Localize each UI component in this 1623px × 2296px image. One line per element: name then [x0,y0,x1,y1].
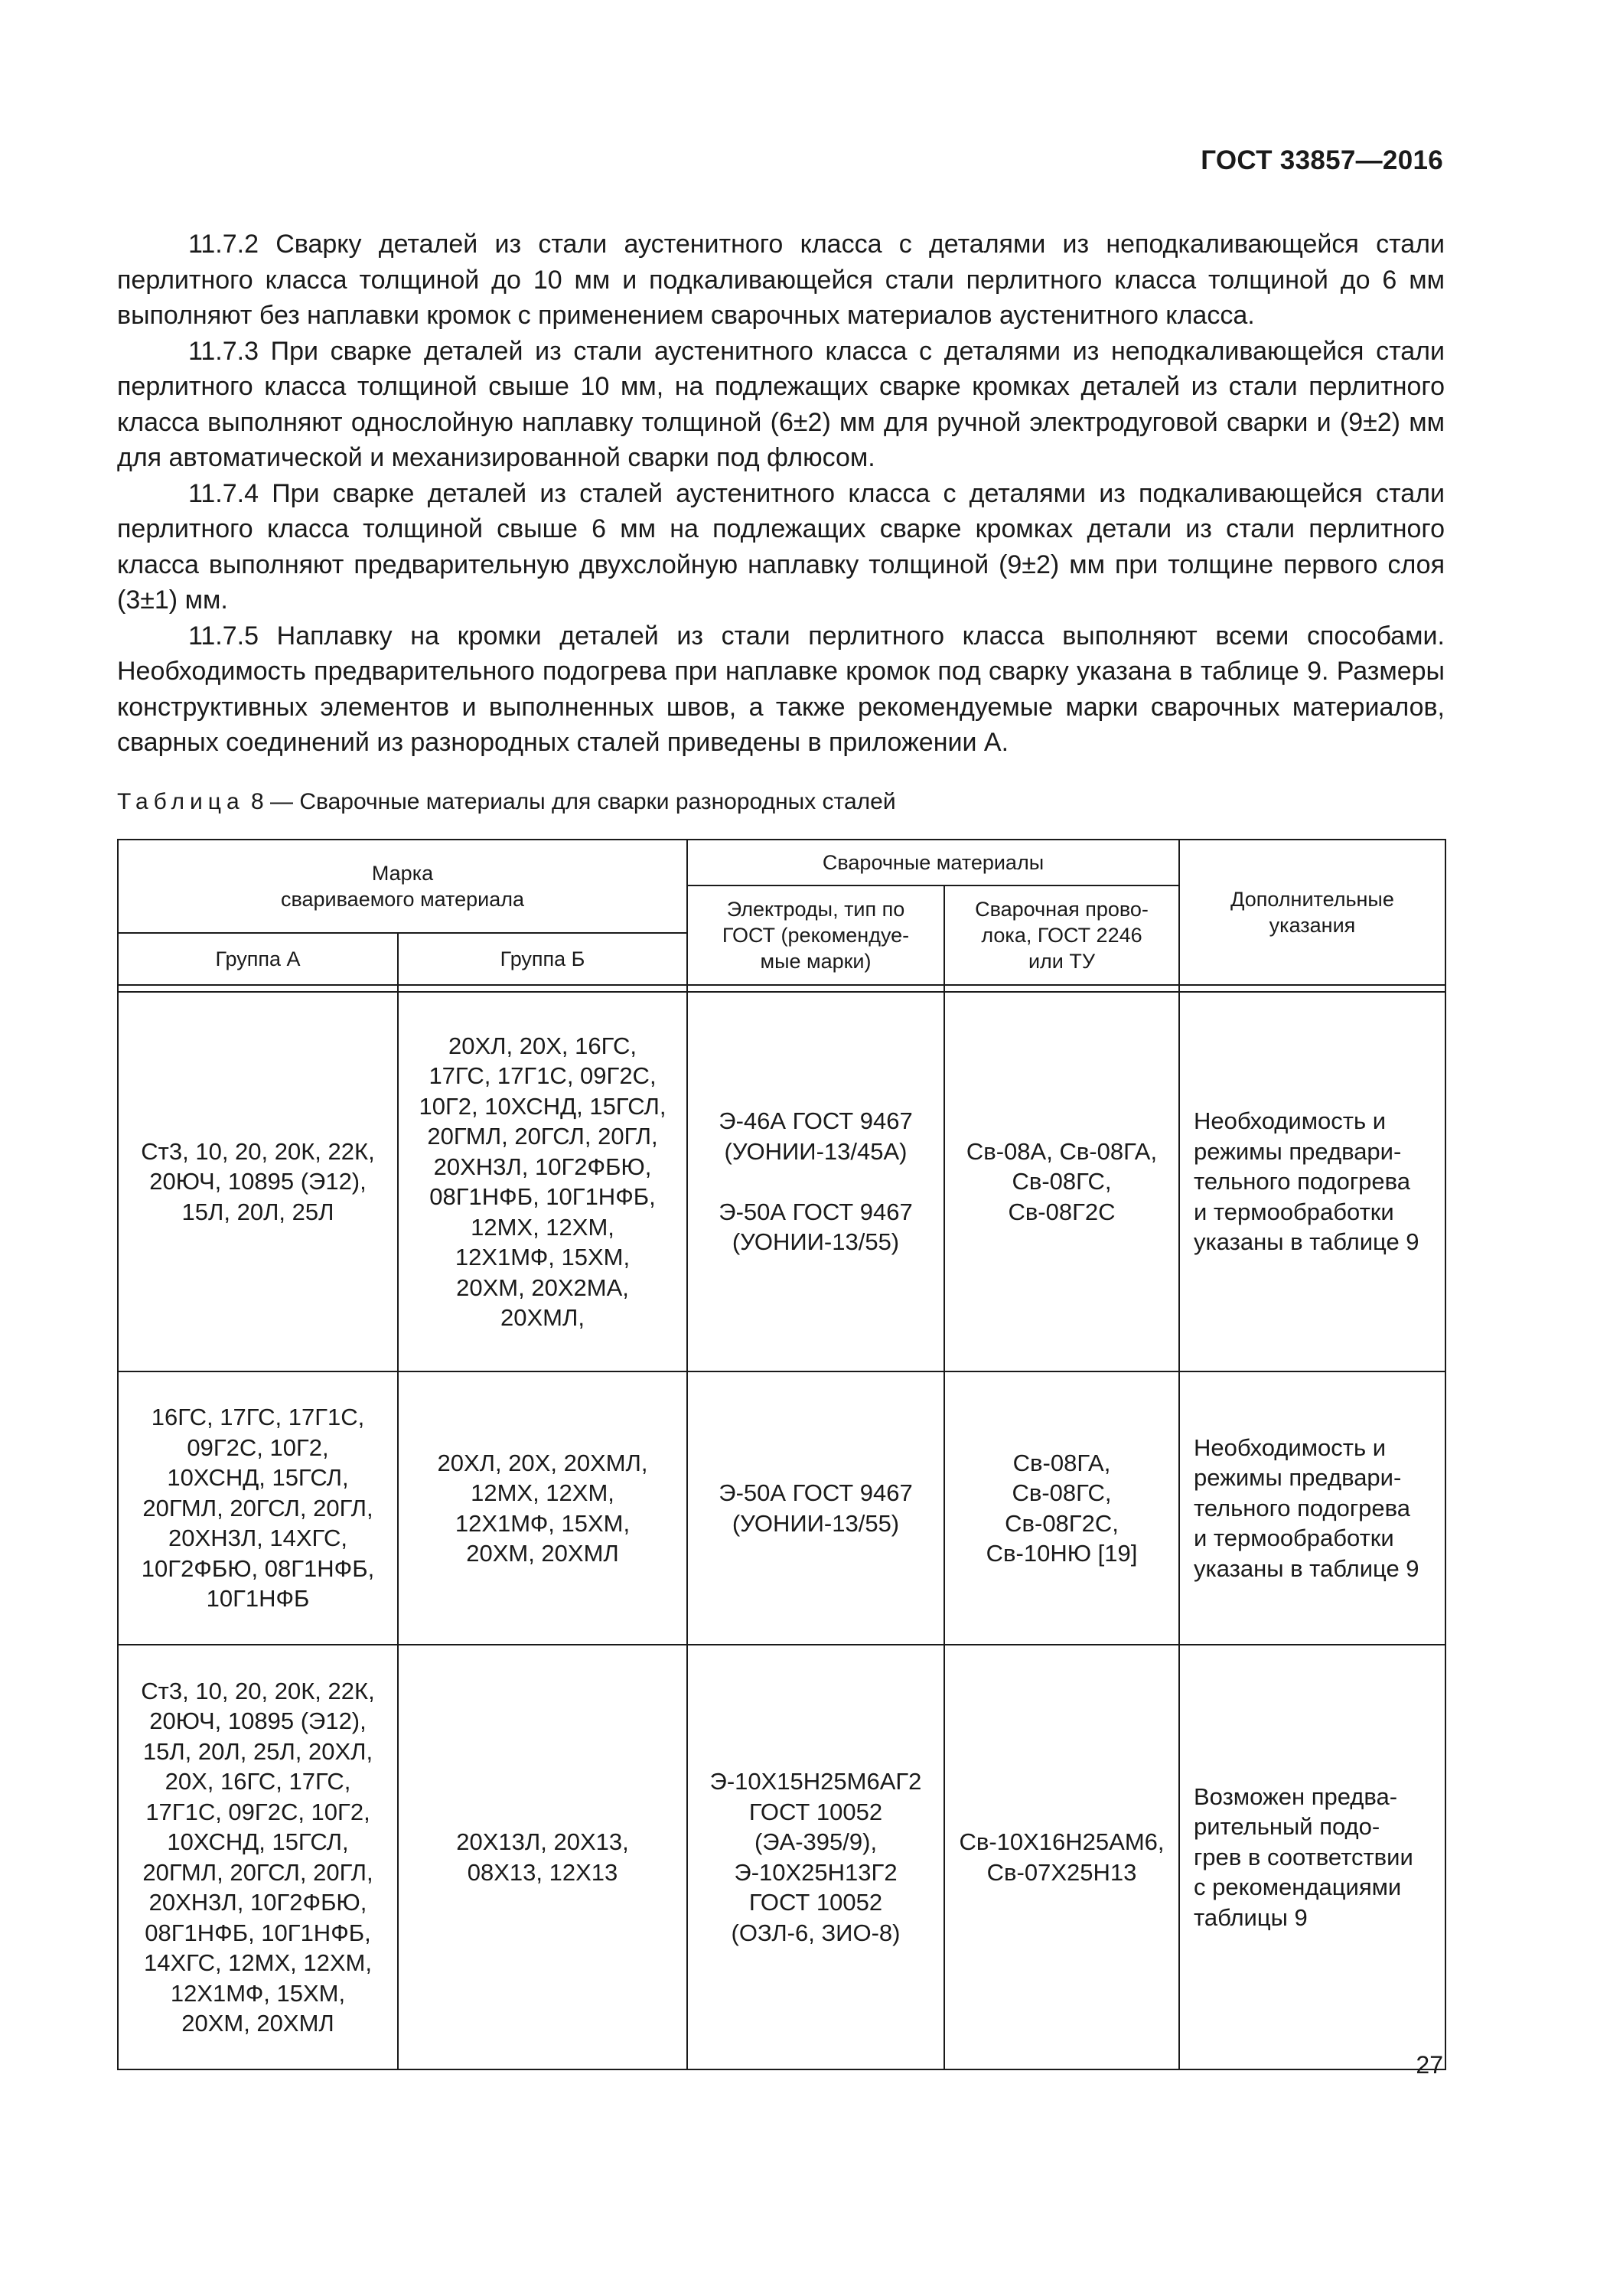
cell-text-line: 15Л, 20Л, 25Л, 20ХЛ, [142,1737,373,1765]
paragraph-11-7-2: 11.7.2 Сварку деталей из стали аустенитного класса с деталями из неподкаливающейся стали перлитного класса толщиной до 10 мм и подкаливающейся стали перлитного класса толщиной до 6 мм выполняют без наплавки кромок с применением сварочных материалов аустенитного класса. [117,230,1445,330]
cell-text-line: 20ЮЧ, 10895 (Э12), [149,1707,367,1734]
cell-text-line: Сварочная прово- [975,898,1149,921]
cell-text-line: 08Х13, 12Х13 [467,1858,618,1886]
cell-text-line: 10ХСНД, 15ГСЛ, [167,1464,349,1492]
table-row [118,992,1445,1371]
cell-text-line: Ст3, 10, 20, 20К, 22К, [141,1677,375,1704]
cell-text-line: ГОСТ 10052 [748,1798,883,1825]
document-id-header: ГОСТ 33857—2016 [1201,145,1443,175]
electrodes-cell [687,1371,944,1645]
cell-text-line: мые марки) [760,950,872,973]
paragraph-11-7-3: 11.7.3 При сварке деталей из стали аустенитного класса с деталями из неподкаливающейся стали перлитного класса толщиной свыше 10 мм, на подлежащих сварке кромках деталей из стали перлитного класса выполняют однослойную наплавку толщиной (6±2) мм для ручной электродуговой сварки и (9±2) мм для автоматической и механизированной сварки под флюсом. [117,336,1445,472]
cell-text-line: 20ЮЧ, 10895 (Э12), [149,1168,367,1195]
group-a-cell [118,1371,398,1645]
cell-text-line: указаны в таблице 9 [1194,1228,1419,1256]
cell-text-line: Э-50А ГОСТ 9467 [719,1479,913,1506]
cell-text-line: Св-08ГС, [1012,1168,1112,1195]
notes-cell [1179,992,1445,1371]
cell-text-line: 10Г1НФБ [206,1585,310,1613]
cell-text-line: 20Х13Л, 20Х13, [456,1828,629,1855]
cell-text-line: Э-10Х15Н25М6АГ2 [709,1768,922,1795]
wire-cell [944,1371,1179,1645]
table-caption-text: 8 — Сварочные материалы для сварки разнородных сталей [250,789,896,814]
paragraph-11-7-5: 11.7.5 Наплавку на кромки деталей из стали перлитного класса выполняют всеми способами. Необходимость предварительного подогрева при наплавке кромок под сварку указана в таблице 9. Размеры конструктивных элементов и выполненных швов, а также рекомендуемые марки сварочных материалов, сварных соединений из разнородных сталей приведены в приложении А. [117,621,1445,757]
cell-text-line: 16ГС, 17ГС, 17Г1С, [151,1404,365,1431]
cell-text-line: Св-08А, Св-08ГА, [966,1137,1158,1165]
cell-text-line: 10ХСНД, 15ГСЛ, [167,1828,349,1855]
cell-text-line: 20ХМ, 20ХМЛ [466,1540,619,1567]
welding-materials-table [117,839,1446,2070]
cell-text-line: и термообработки [1194,1198,1394,1225]
group-b-cell [398,1371,687,1645]
cell-text-line: Св-07Х25Н13 [986,1858,1137,1886]
cell-text-line: или ТУ [1028,950,1096,973]
cell-text-line: 08Г1НФБ, 10Г1НФБ, [145,1919,371,1946]
cell-text-line: Э-10Х25Н13Г2 [734,1858,898,1886]
cell-text-line: 20ХМ, 20Х2МА, [456,1274,629,1301]
cell-text-line: Св-08Г2С, [1005,1509,1119,1537]
cell-text-line: Э-46А ГОСТ 9467 [719,1107,913,1135]
cell-text-line: 12Х1МФ, 15ХМ, [170,1979,346,2007]
cell-text-line: Э-50А ГОСТ 9467 [719,1198,913,1225]
cell-text-line: 12МХ, 12ХМ, [471,1479,614,1506]
cell-text-line: 17ГС, 17Г1С, 09Г2С, [429,1062,657,1089]
body-text [117,227,1445,761]
table-row [118,1645,1445,2069]
group-b-cell [398,992,687,1371]
wire-cell [944,1645,1179,2069]
cell-text-line: (ЭА-395/9), [754,1828,878,1855]
table-caption [117,787,896,817]
paragraph-11-7-4: 11.7.4 При сварке деталей из сталей аустенитного класса с деталями из подкаливающейся стали перлитного класса толщиной свыше 6 мм на подлежащих сварке кромках детали из стали перлитного класса выполняют предварительную двухслойную наплавку толщиной (9±2) мм при толщине первого слоя (3±1) мм. [117,478,1445,615]
cell-text-line: Ст3, 10, 20, 20К, 22К, [141,1137,375,1165]
table-caption-label: Таблица [117,789,245,814]
cell-text-line: 20Х, 16ГС, 17ГС, [165,1768,351,1795]
cell-text-line: 08Г1НФБ, 10Г1НФБ, [429,1183,656,1210]
header-notes-cell [1179,840,1445,985]
cell-text-line: лока, ГОСТ 2246 [981,924,1142,947]
electrodes-cell [687,1645,944,2069]
cell-text-line: указаны в таблице 9 [1194,1554,1419,1582]
cell-text-line: 10Г2ФБЮ, 08Г1НФБ, [141,1554,375,1582]
cell-text-line: Электроды, тип по [726,898,905,921]
cell-text-line: 15Л, 20Л, 25Л [181,1198,334,1225]
header-electrodes-cell [687,885,944,985]
cell-text-line: 12Х1МФ, 15ХМ, [455,1509,631,1537]
group-b-cell [398,1645,687,2069]
cell-text-line: Св-08ГА, [1012,1449,1111,1476]
cell-text-line: Св-08Г2С [1008,1198,1116,1225]
cell-text-line: 12МХ, 12ХМ, [471,1213,614,1241]
header-welding-materials-cell: Сварочные материалы [687,840,1179,885]
wire-cell [944,992,1179,1371]
cell-text-line: грев в соответствии [1194,1843,1413,1870]
header-group-a-cell: Группа А [118,933,398,985]
notes-cell [1179,1371,1445,1645]
cell-text-line: (ОЗЛ-6, ЗИО-8) [731,1919,901,1946]
cell-text-line: Необходимость и [1194,1107,1387,1135]
cell-text-line: 20ХМ, 20ХМЛ [181,2010,334,2037]
cell-text-line: 09Г2С, 10Г2, [187,1433,329,1461]
cell-text-line: Необходимость и [1194,1433,1387,1461]
cell-text-line: указания [1269,914,1356,937]
cell-text-line: (УОНИИ-13/55) [732,1509,900,1537]
cell-text-line: 20ХН3Л, 10Г2ФБЮ, [433,1153,652,1180]
cell-text-line: 20ХМЛ, [500,1304,585,1331]
group-a-cell [118,1645,398,2069]
header-brand-cell [118,840,687,933]
table-header-row [118,840,1445,885]
cell-text-line: 10Г2, 10ХСНД, 15ГСЛ, [419,1092,666,1120]
cell-text-line: Св-10Х16Н25АМ6, [959,1828,1165,1855]
cell-text-line: и термообработки [1194,1525,1394,1552]
header-group-b-cell: Группа Б [398,933,687,985]
cell-text-line: 12Х1МФ, 15ХМ, [455,1244,631,1270]
electrodes-cell [687,992,944,1371]
cell-text-line: 20ГМЛ, 20ГСЛ, 20ГЛ, [142,1494,373,1521]
cell-text-line: Возможен предва- [1194,1782,1398,1810]
cell-text-line: ГОСТ (рекомендуе- [722,924,910,947]
cell-text-line: 20ХЛ, 20Х, 16ГС, [448,1032,637,1059]
cell-text-line: 20ХН3Л, 14ХГС, [168,1525,347,1552]
cell-text-line: ГОСТ 10052 [748,1889,883,1916]
cell-text-line: 20ГМЛ, 20ГСЛ, 20ГЛ, [427,1123,658,1150]
header-wire-cell [944,885,1179,985]
notes-cell [1179,1645,1445,2069]
cell-text-line: режимы предвари- [1194,1137,1402,1165]
cell-text-line: тельного подогрева [1194,1494,1410,1521]
cell-text-line: 14ХГС, 12МХ, 12ХМ, [144,1949,372,1976]
group-a-cell [118,992,398,1371]
cell-text-line: 20ХЛ, 20Х, 20ХМЛ, [437,1449,648,1476]
cell-text-line: с рекомендациями [1194,1874,1402,1901]
cell-text-line: Св-08ГС, [1012,1479,1112,1506]
cell-text-line: Св-10НЮ [19] [986,1540,1138,1567]
cell-text-line: свариваемого материала [280,888,525,911]
cell-text-line: Дополнительные [1230,888,1394,911]
cell-text-line: 20ГМЛ, 20ГСЛ, 20ГЛ, [142,1858,373,1886]
cell-text-line: рительный подо- [1194,1813,1380,1841]
cell-text-line: (УОНИИ-13/55) [732,1228,900,1256]
cell-text-line: 20ХН3Л, 10Г2ФБЮ, [148,1889,367,1916]
cell-text-line: таблицы 9 [1194,1903,1308,1931]
page-number: 27 [1416,2051,1443,2079]
cell-text-line: режимы предвари- [1194,1464,1402,1492]
table-row [118,1371,1445,1645]
cell-text-line: тельного подогрева [1194,1168,1410,1195]
cell-text-line: (УОНИИ-13/45А) [724,1137,908,1165]
cell-text-line: Марка [371,862,434,885]
cell-text-line: 17Г1С, 09Г2С, 10Г2, [145,1798,370,1825]
header-spacer-row [118,985,1445,992]
